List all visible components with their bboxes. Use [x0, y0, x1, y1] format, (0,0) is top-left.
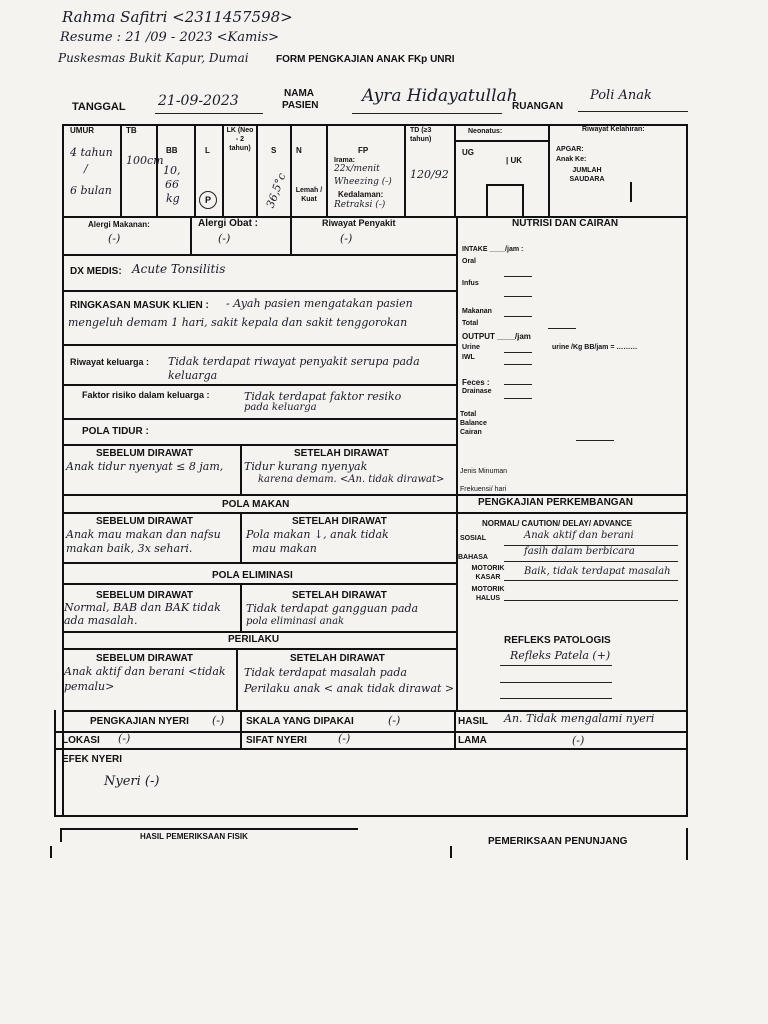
nutrisi-oral: Oral — [462, 258, 477, 265]
neonatus-label: Neonatus: — [468, 128, 503, 135]
total-balance-1: Total — [460, 411, 477, 418]
resume-date: Resume : 21 /09 - 2023 <Kamis> — [60, 30, 280, 45]
l-label: L — [205, 146, 210, 155]
faktor-risiko-label: Faktor risiko dalam keluarga : — [82, 390, 210, 400]
perilaku-sebelum-label: SEBELUM DIRAWAT — [96, 653, 194, 664]
fp-value-2: Wheezing (-) — [334, 177, 392, 187]
lokasi-value: (-) — [118, 732, 131, 745]
nutrisi-iwl: IWL — [462, 354, 475, 361]
lokasi-label: LOKASI — [62, 735, 100, 746]
makan-setelah-label: SETELAH DIRAWAT — [292, 516, 387, 527]
makan-sebelum-label: SEBELUM DIRAWAT — [96, 516, 194, 527]
tidur-setelah-line2: karena demam. <An. tidak dirawat> — [258, 474, 445, 485]
nama-value: Ayra Hidayatullah — [362, 86, 518, 106]
bahasa-label: BAHASA — [458, 554, 488, 561]
ringkasan-line1: - Ayah pasien mengatakan pasien — [226, 297, 413, 310]
makan-setelah-line1: Pola makan ↓, anak tidak — [246, 528, 389, 541]
umur-value-tahun: 4 tahun — [70, 146, 113, 159]
tb-value: 100cm — [126, 154, 164, 167]
eliminasi-setelah-line2: pola eliminasi anak — [246, 616, 345, 627]
ug-label: UG — [462, 148, 474, 157]
fp-irama-label: Irama: — [334, 157, 356, 164]
riwayat-keluarga-line1: Tidak terdapat riwayat penyakit serupa pada — [168, 355, 420, 368]
lama-label: LAMA — [458, 735, 487, 746]
sosial-label: SOSIAL — [460, 535, 487, 542]
hasil-value: An. Tidak mengalami nyeri — [504, 712, 655, 725]
faktor-risiko-line2: pada keluarga — [244, 402, 317, 413]
hasil-label: HASIL — [458, 716, 488, 727]
uk-text: UK — [510, 156, 523, 165]
tidur-sebelum-label: SEBELUM DIRAWAT — [96, 448, 194, 459]
ruangan-label: RUANGAN — [512, 101, 564, 112]
eliminasi-sebelum-line2: ada masalah. — [64, 614, 138, 627]
skala-label: SKALA YANG DIPAKAI — [246, 716, 354, 727]
riwayat-keluarga-line2: keluarga — [168, 369, 218, 382]
nutrisi-intake: INTAKE ____/jam : — [462, 246, 524, 253]
makan-sebelum-line1: Anak mau makan dan nafsu — [66, 528, 221, 541]
alergi-makanan-label: Alergi Makanan: — [88, 220, 150, 229]
efek-nyeri-value: Nyeri (-) — [104, 774, 160, 789]
nutrisi-urine: Urine — [462, 344, 480, 351]
motorik-kasar-label: MOTORIK KASAR — [471, 565, 505, 581]
bb-label: BB — [166, 146, 178, 155]
bb-value-3: kg — [166, 192, 180, 205]
tidur-setelah-label: SETELAH DIRAWAT — [294, 448, 389, 459]
motorik-kasar-value: Baik, tidak terdapat masalah — [524, 566, 671, 577]
efek-nyeri-label: EFEK NYERI — [62, 754, 123, 765]
eliminasi-setelah-line1: Tidak terdapat gangguan pada — [246, 602, 419, 615]
nutrisi-jenis-minuman: Jenis Minuman — [460, 468, 508, 475]
total-balance-2: Balance — [460, 420, 487, 427]
umur-label: UMUR — [70, 126, 94, 135]
perkembangan-subtitle: NORMAL/ CAUTION/ DELAY/ ADVANCE — [482, 519, 632, 528]
penunjang-label: PEMERIKSAAN PENUNJANG — [488, 836, 628, 847]
s-value: 36,5°c — [263, 171, 289, 210]
location: Puskesmas Bukit Kapur, Dumai — [58, 51, 249, 65]
pola-makan-title: POLA MAKAN — [222, 499, 290, 510]
n-option: Lemah / Kuat — [295, 187, 323, 203]
perilaku-setelah-line1: Tidak terdapat masalah pada — [244, 666, 407, 679]
jumlah-saudara-label: JUMLAH SAUDARA — [569, 167, 605, 183]
alergi-obat-label: Alergi Obat : — [198, 218, 259, 229]
fp-value-3: Retraksi (-) — [334, 200, 386, 210]
tanggal-value: 21-09-2023 — [158, 93, 239, 109]
perilaku-title: PERILAKU — [228, 634, 280, 645]
eliminasi-sebelum-label: SEBELUM DIRAWAT — [96, 590, 194, 601]
riwayat-penyakit-label: Riwayat Penyakit — [322, 218, 396, 228]
nutrisi-total: Total — [462, 320, 479, 327]
nutrisi-output: OUTPUT ____/jam — [462, 332, 531, 341]
nama-label: NAMA — [284, 88, 314, 99]
ruangan-value: Poli Anak — [590, 88, 652, 103]
tanggal-label: TANGGAL — [72, 101, 126, 113]
pola-eliminasi-title: POLA ELIMINASI — [212, 570, 293, 581]
fp-kedalaman-label: Kedalaman: — [338, 190, 384, 199]
form-title: FORM PENGKAJIAN ANAK FKp UNRI — [276, 54, 455, 65]
td-label: TD (≥3 tahun) — [410, 127, 432, 143]
anak-ke-label: Anak Ke: — [556, 156, 587, 163]
sifat-nyeri-label: SIFAT NYERI — [246, 735, 307, 746]
bb-value-2: 66 — [165, 178, 179, 191]
riwayat-keluarga-label: Riwayat keluarga : — [70, 357, 150, 367]
tb-label: TB — [126, 126, 137, 135]
bahasa-value: fasih dalam berbicara — [524, 546, 635, 557]
pasien-label: PASIEN — [282, 100, 319, 111]
pengkajian-nyeri-value: (-) — [212, 714, 225, 727]
n-label: N — [296, 146, 302, 155]
nutrisi-total-balance — [460, 410, 487, 437]
bb-value-1: 10, — [163, 164, 181, 177]
pengkajian-nyeri-label: PENGKAJIAN NYERI — [90, 716, 189, 727]
dx-label: DX MEDIS: — [70, 266, 122, 277]
gender-mark: P — [199, 191, 217, 209]
fp-value-1: 22x/menit — [334, 164, 380, 174]
lama-value: (-) — [572, 734, 585, 747]
eliminasi-setelah-label: SETELAH DIRAWAT — [292, 590, 387, 601]
motorik-halus-label: MOTORIK HALUS — [471, 586, 505, 602]
alergi-obat-value: (-) — [218, 232, 231, 245]
lk-label: LK (Neo - 2 tahun) — [226, 127, 254, 152]
riwayat-penyakit-value: (-) — [340, 232, 353, 245]
nutrisi-feces: Feces : — [462, 378, 490, 387]
tidur-sebelum-value: Anak tidur nyenyat ≤ 8 jam, — [66, 460, 224, 473]
perilaku-setelah-line2: Perilaku anak < anak tidak dirawat > — [244, 682, 455, 695]
nutrisi-urine-calc: urine /Kg BB/jam = ……… — [552, 344, 638, 351]
uk-label: | UK — [506, 156, 523, 165]
fp-label: FP — [358, 146, 369, 155]
skala-value: (-) — [388, 714, 401, 727]
student-name: Rahma Safitri <2311457598> — [62, 8, 293, 26]
refleks-value: Refleks Patela (+) — [510, 649, 611, 662]
makan-sebelum-line2: makan baik, 3x sehari. — [66, 542, 193, 555]
apgar-label: APGAR: — [556, 146, 584, 153]
riwayat-kelahiran-label: Riwayat Kelahiran: — [582, 126, 645, 133]
tidur-setelah-line1: Tidur kurang nyenyak — [244, 460, 368, 473]
td-value: 120/92 — [410, 168, 449, 181]
makan-setelah-line2: mau makan — [252, 542, 317, 555]
total-balance-3: Cairan — [460, 429, 482, 436]
perilaku-sebelum-line2: pemalu> — [64, 680, 115, 693]
alergi-makanan-value: (-) — [108, 232, 121, 245]
faktor-risiko-line1: Tidak terdapat faktor resiko — [244, 390, 402, 403]
ringkasan-line2: mengeluh demam 1 hari, sakit kepala dan sakit tenggorokan — [68, 316, 408, 329]
umur-slash: / — [84, 162, 88, 175]
perilaku-sebelum-line1: Anak aktif dan berani <tidak — [64, 665, 226, 678]
s-label: S — [271, 146, 277, 155]
sosial-value: Anak aktif dan berani — [524, 530, 634, 541]
nutrisi-title: NUTRISI DAN CAIRAN — [512, 218, 619, 229]
eliminasi-sebelum-line1: Normal, BAB dan BAK tidak — [64, 601, 221, 614]
sifat-nyeri-value: (-) — [338, 732, 351, 745]
ringkasan-label: RINGKASAN MASUK KLIEN : — [70, 300, 209, 311]
perkembangan-title: PENGKAJIAN PERKEMBANGAN — [478, 497, 634, 508]
hasil-fisik-label: HASIL PEMERIKSAAN FISIK — [140, 832, 248, 841]
nutrisi-infus: Infus — [462, 280, 479, 287]
pola-tidur-label: POLA TIDUR : — [82, 426, 149, 437]
nutrisi-frekuensi: Frekuensi/ hari — [460, 486, 507, 493]
perilaku-setelah-label: SETELAH DIRAWAT — [290, 653, 385, 664]
nutrisi-drainase: Drainase — [462, 388, 492, 395]
dx-value: Acute Tonsilitis — [132, 262, 226, 276]
refleks-title: REFLEKS PATOLOGIS — [504, 635, 611, 646]
umur-value-bulan: 6 bulan — [70, 184, 112, 197]
nutrisi-makanan: Makanan — [462, 308, 492, 315]
